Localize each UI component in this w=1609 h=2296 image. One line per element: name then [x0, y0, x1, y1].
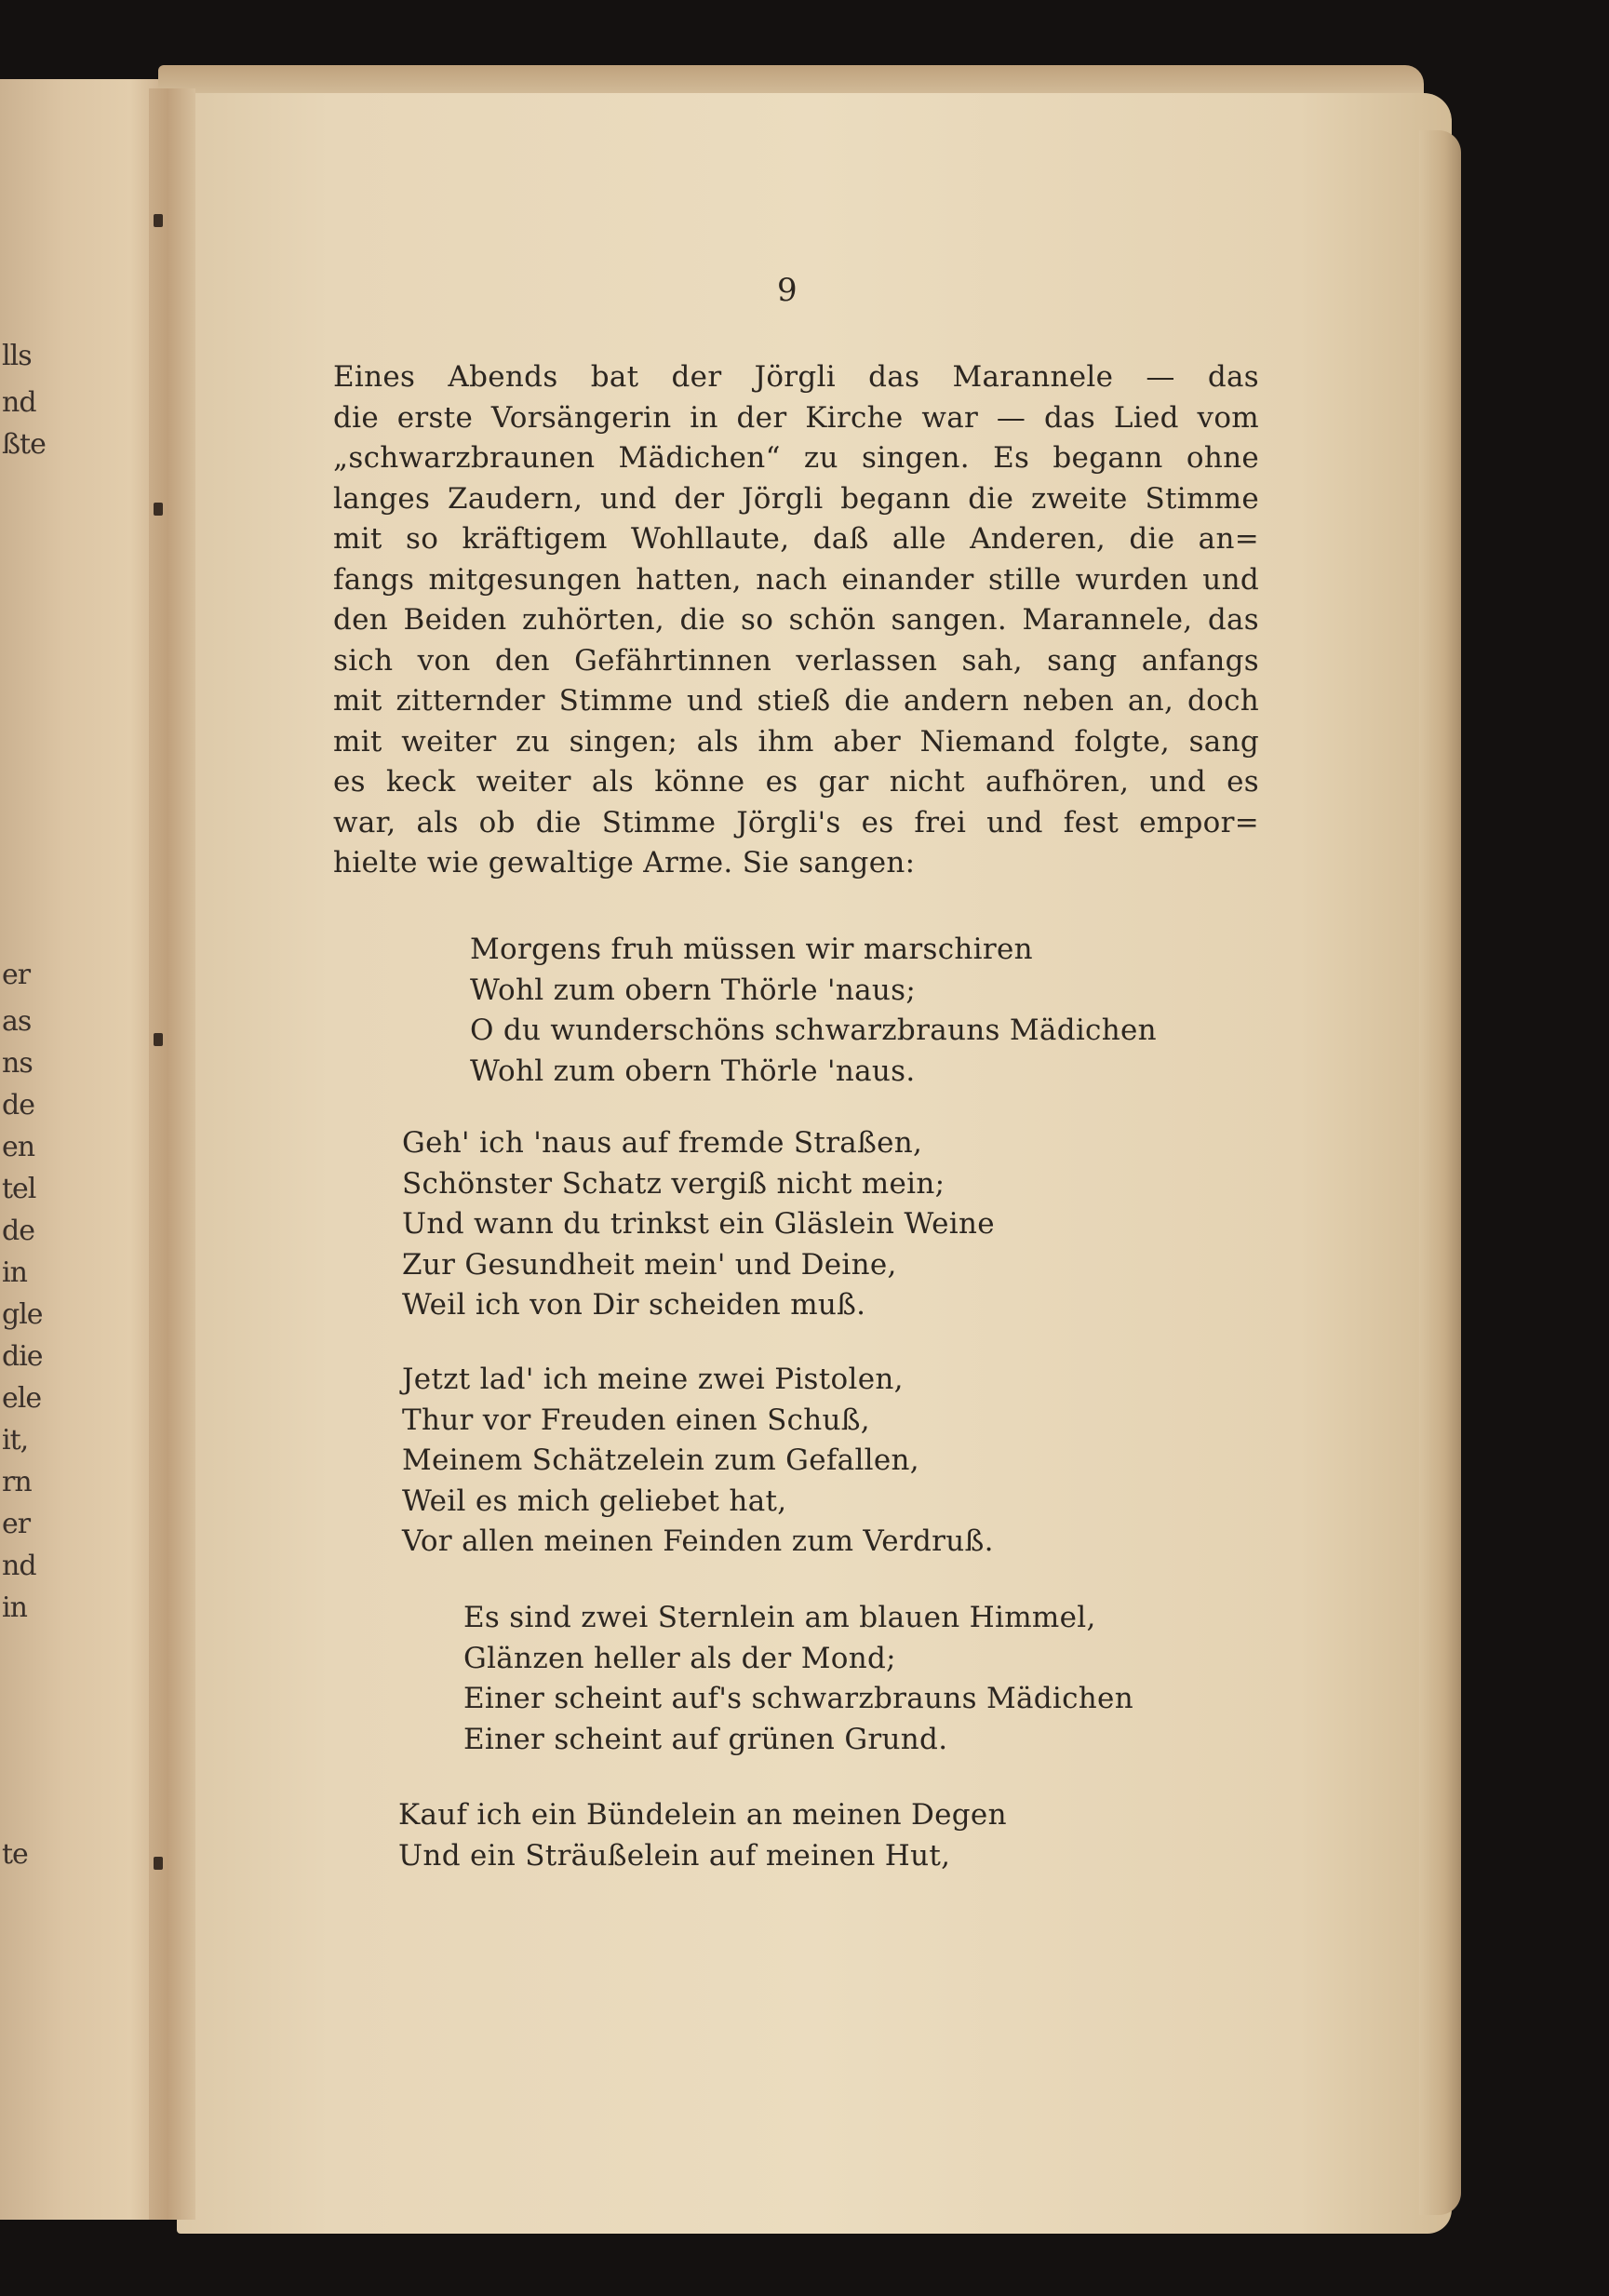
verse-line: Und wann du trinkst ein Gläslein Weine [402, 1207, 995, 1241]
previous-page-text-fragment: de [2, 1215, 34, 1247]
previous-page-text-fragment: it, [2, 1424, 29, 1457]
previous-page-text-fragment: er [2, 959, 31, 991]
verse-line: Es sind zwei Sternlein am blauen Himmel, [463, 1601, 1096, 1634]
previous-page-text-fragment: die [2, 1340, 43, 1373]
previous-page-text-fragment: in [2, 1256, 27, 1289]
verse-line: Jetzt lad' ich meine zwei Pistolen, [402, 1363, 904, 1396]
previous-page-text-fragment: en [2, 1131, 35, 1163]
prose-line: langes Zaudern, und der Jörgli begann die zweite Stimme [333, 481, 1259, 516]
previous-page-text-fragment: rn [2, 1466, 32, 1498]
previous-page-text-fragment: gle [2, 1298, 43, 1331]
verse-line: O du wunderschöns schwarzbrauns Mädichen [470, 1014, 1157, 1047]
verse-line: Geh' ich 'naus auf fremde Straßen, [402, 1126, 923, 1160]
prose-line: „schwarzbraunen Mädichen“ zu singen. Es begann ohne [333, 441, 1259, 475]
verse-line: Weil ich von Dir scheiden muß. [402, 1288, 866, 1322]
verse-line: Und ein Sträußelein auf meinen Hut, [398, 1838, 951, 1873]
verse-line: Wohl zum obern Thörle 'naus. [470, 1054, 916, 1088]
previous-page-text-fragment: in [2, 1591, 27, 1624]
verse-line: Glänzen heller als der Mond; [463, 1641, 896, 1675]
verse-line: Morgens fruh müssen wir marschiren [470, 933, 1033, 966]
prose-line: fangs mitgesungen hatten, nach einander stille wurden und [333, 562, 1259, 597]
prose-line: hielte wie gewaltige Arme. Sie sangen: [333, 846, 916, 879]
prose-line: mit so kräftigem Wohllaute, daß alle Anderen, die an= [333, 522, 1259, 556]
verse-line: Meinem Schätzelein zum Gefallen, [402, 1443, 919, 1477]
prose-line: den Beiden zuhörten, die so schön sangen. Marannele, das [333, 603, 1259, 637]
prose-line: es keck weiter als könne es gar nicht aufhören, und es [333, 765, 1259, 799]
prose-line: sich von den Gefährtinnen verlassen sah, sang anfangs [333, 643, 1259, 678]
previous-page-text-fragment: er [2, 1508, 31, 1540]
prose-line: Eines Abends bat der Jörgli das Marannele — das [333, 360, 1259, 394]
previous-page-text-fragment: de [2, 1089, 34, 1121]
prose-line: mit zitternder Stimme und stieß die andern neben an, doch [333, 684, 1259, 718]
previous-page-text-fragment: tel [2, 1173, 36, 1205]
verse-line: Vor allen meinen Feinden zum Verdruß. [402, 1524, 994, 1558]
verse-line: Zur Gesundheit mein' und Deine, [402, 1247, 897, 1282]
previous-page-text-fragment: ele [2, 1382, 42, 1415]
verse-line: Weil es mich geliebet hat, [402, 1484, 787, 1518]
verse-line: Einer scheint auf grünen Grund. [463, 1722, 948, 1756]
previous-page-text-fragment: nd [2, 386, 36, 419]
verse-line: Einer scheint auf's schwarzbrauns Mädichen [463, 1682, 1133, 1715]
prose-line: war, als ob die Stimme Jörgli's es frei und fest empor= [333, 805, 1259, 839]
previous-page-text-fragment: ßte [2, 428, 46, 461]
previous-page-text-fragment: ns [2, 1047, 33, 1080]
previous-page-text-fragment: lls [2, 340, 32, 372]
verse-line: Kauf ich ein Bündelein an meinen Degen [398, 1798, 1007, 1832]
previous-page-text-fragment: te [2, 1838, 28, 1871]
page-number: 9 [777, 272, 798, 309]
prose-line: die erste Vorsängerin in der Kirche war — das Lied vom [333, 400, 1259, 435]
previous-page-text-fragment: as [2, 1005, 32, 1038]
prose-line: mit weiter zu singen; als ihm aber Niemand folgte, sang [333, 724, 1259, 759]
previous-page-text-fragment: nd [2, 1550, 36, 1582]
verse-line: Wohl zum obern Thörle 'naus; [470, 973, 917, 1007]
verse-line: Schönster Schatz vergiß nicht mein; [402, 1166, 945, 1201]
verse-line: Thur vor Freuden einen Schuß, [402, 1403, 870, 1437]
